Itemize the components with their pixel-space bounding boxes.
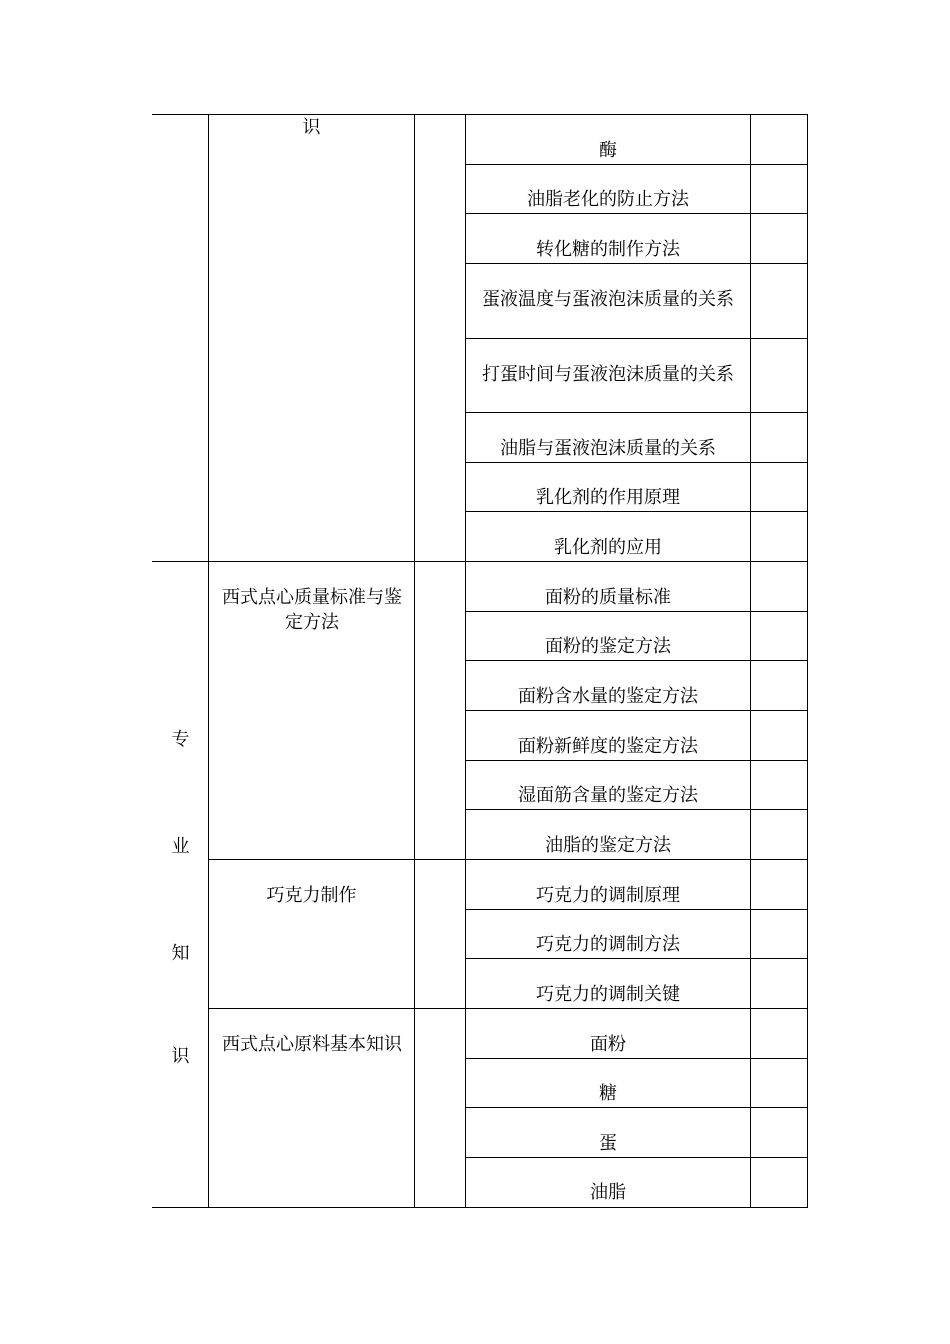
- category-char: 专: [171, 729, 190, 750]
- item-cell: 湿面筋含量的鉴定方法: [518, 785, 698, 806]
- module-name: 西式点心质量标准与鉴定方法: [222, 587, 402, 633]
- row-divider: [465, 338, 808, 339]
- col-line: [750, 114, 751, 1208]
- item-cell: 油脂与蛋液泡沫质量的关系: [500, 438, 716, 459]
- item-cell: 糖: [599, 1083, 617, 1104]
- item-cell: 面粉的鉴定方法: [545, 636, 671, 657]
- row-divider: [465, 1058, 808, 1059]
- item-cell: 乳化剂的作用原理: [536, 487, 680, 508]
- category-char: 业: [171, 836, 190, 857]
- item-cell: 面粉的质量标准: [545, 587, 671, 608]
- item-cell: 巧克力的调制关键: [536, 984, 680, 1005]
- row-divider: [465, 412, 808, 413]
- row-divider: [465, 1157, 808, 1158]
- item-cell: 油脂老化的防止方法: [527, 189, 689, 210]
- module-name: 巧克力制作: [266, 885, 357, 906]
- category-char: 识: [171, 1046, 190, 1067]
- item-cell: 乳化剂的应用: [554, 537, 662, 558]
- item-cell: 面粉新鲜度的鉴定方法: [518, 736, 698, 757]
- item-cell: 油脂: [590, 1182, 626, 1203]
- item-cell: 面粉: [590, 1034, 626, 1055]
- row-divider: [465, 760, 808, 761]
- row-divider: [465, 809, 808, 810]
- row-divider: [465, 958, 808, 959]
- row-divider: [465, 710, 808, 711]
- module-name: 西式点心原料基本知识: [222, 1034, 402, 1055]
- category-char: 知: [171, 943, 190, 964]
- item-cell: 打蛋时间与蛋液泡沫质量的关系: [482, 364, 734, 385]
- module-divider: [208, 1008, 808, 1009]
- row-divider: [465, 909, 808, 910]
- section-divider: [152, 561, 808, 562]
- item-cell: 蛋液温度与蛋液泡沫质量的关系: [482, 289, 734, 310]
- item-cell: 巧克力的调制原理: [536, 885, 680, 906]
- row-divider: [465, 1107, 808, 1108]
- col-line: [208, 114, 209, 1208]
- item-cell: 油脂的鉴定方法: [545, 835, 671, 856]
- table-bottom-border: [152, 1207, 808, 1208]
- module-divider: [208, 859, 808, 860]
- item-cell: 转化糖的制作方法: [536, 239, 680, 260]
- module-name-tail: 识: [302, 117, 321, 138]
- item-cell: 面粉含水量的鉴定方法: [518, 686, 698, 707]
- row-divider: [465, 213, 808, 214]
- row-divider: [465, 263, 808, 264]
- row-divider: [465, 164, 808, 165]
- item-cell: 蛋: [599, 1133, 617, 1154]
- row-divider: [465, 660, 808, 661]
- row-divider: [465, 462, 808, 463]
- row-divider: [465, 511, 808, 512]
- item-cell: 酶: [599, 140, 617, 161]
- col-line: [414, 114, 415, 1208]
- item-cell: 巧克力的调制方法: [536, 934, 680, 955]
- col-line: [807, 114, 808, 1208]
- row-divider: [465, 611, 808, 612]
